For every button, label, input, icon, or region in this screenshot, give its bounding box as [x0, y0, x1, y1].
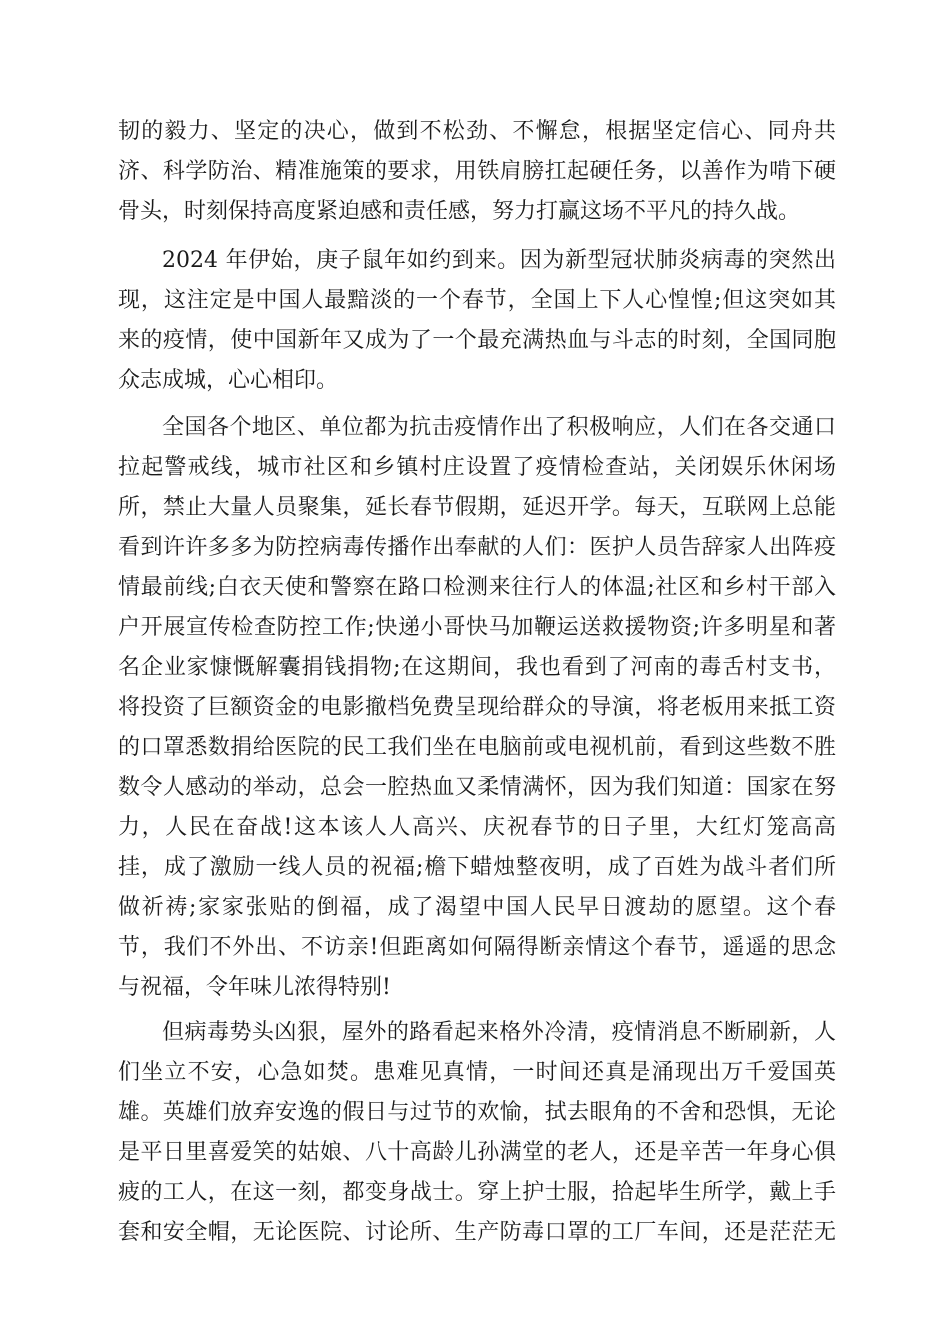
paragraph-line: 但病毒势头凶狠，屋外的路看起来格外冷清，疫情消息不断刷新，人	[162, 1020, 836, 1045]
paragraph-line: 众志成城，心心相印。	[118, 368, 339, 393]
paragraph-line: 做祈祷;家家张贴的倒福，成了渴望中国人民早日渡劫的愿望。这个春	[118, 895, 836, 920]
paragraph-3	[118, 408, 836, 1008]
paragraph-line: 套和安全帽，无论医院、讨论所、生产防毒口罩的工厂车间，还是茫茫无	[118, 1220, 836, 1245]
paragraph-line: 们坐立不安，心急如焚。患难见真情，一时间还真是涌现出万千爱国英	[118, 1060, 836, 1085]
paragraph-line: 2024 年伊始，庚子鼠年如约到来。因为新型冠状肺炎病毒的突然出	[162, 248, 836, 273]
paragraph-line: 的口罩悉数捐给医院的民工我们坐在电脑前或电视机前，看到这些数不胜	[118, 735, 836, 760]
paragraph-line: 所，禁止大量人员聚集，延长春节假期，延迟开学。每天，互联网上总能	[118, 495, 836, 520]
paragraph-1	[118, 112, 836, 232]
paragraph-line: 户开展宣传检查防控工作;快递小哥快马加鞭运送救援物资;许多明星和著	[118, 615, 836, 640]
paragraph-line: 看到许许多多为防控病毒传播作出奉献的人们：医护人员告辞家人出阵疫	[118, 535, 836, 560]
paragraph-line: 拉起警戒线，城市社区和乡镇村庄设置了疫情检查站，关闭娱乐休闲场	[118, 455, 836, 480]
paragraph-line: 是平日里喜爱笑的姑娘、八十高龄儿孙满堂的老人，还是辛苦一年身心俱	[118, 1140, 836, 1165]
paragraph-line: 节，我们不外出、不访亲!但距离如何隔得断亲情这个春节，遥遥的思念	[118, 935, 836, 960]
paragraph-line: 济、科学防治、精准施策的要求，用铁肩膀扛起硬任务，以善作为啃下硬	[118, 159, 836, 184]
paragraph-line: 来的疫情，使中国新年又成为了一个最充满热血与斗志的时刻，全国同胞	[118, 328, 836, 353]
paragraph-line: 名企业家慷慨解囊捐钱捐物;在这期间，我也看到了河南的毒舌村支书，	[118, 655, 836, 680]
paragraph-line: 与祝福，令年味儿浓得特别!	[118, 975, 391, 1000]
paragraph-line: 疲的工人，在这一刻，都变身战士。穿上护士服，拾起毕生所学，戴上手	[118, 1180, 836, 1205]
paragraph-line: 全国各个地区、单位都为抗击疫情作出了积极响应，人们在各交通口	[162, 415, 836, 440]
paragraph-2	[118, 241, 836, 401]
paragraph-4	[118, 1013, 836, 1253]
paragraph-line: 现，这注定是中国人最黯淡的一个春节，全国上下人心惶惶;但这突如其	[118, 288, 836, 313]
paragraph-line: 韧的毅力、坚定的决心，做到不松劲、不懈怠，根据坚定信心、同舟共	[118, 119, 836, 144]
paragraph-line: 将投资了巨额资金的电影撤档免费呈现给群众的导演，将老板用来抵工资	[118, 695, 836, 720]
paragraph-line: 情最前线;白衣天使和警察在路口检测来往行人的体温;社区和乡村干部入	[118, 575, 836, 600]
paragraph-line: 力，人民在奋战!这本该人人高兴、庆祝春节的日子里，大红灯笼高高	[118, 815, 836, 840]
paragraph-line: 骨头，时刻保持高度紧迫感和责任感，努力打赢这场不平凡的持久战。	[118, 199, 801, 224]
paragraph-line: 雄。英雄们放弃安逸的假日与过节的欢愉，拭去眼角的不舍和恐惧，无论	[118, 1100, 836, 1125]
paragraph-line: 数令人感动的举动，总会一腔热血又柔情满怀，因为我们知道：国家在努	[118, 775, 836, 800]
paragraph-line: 挂，成了激励一线人员的祝福;檐下蜡烛整夜明，成了百姓为战斗者们所	[118, 855, 836, 880]
